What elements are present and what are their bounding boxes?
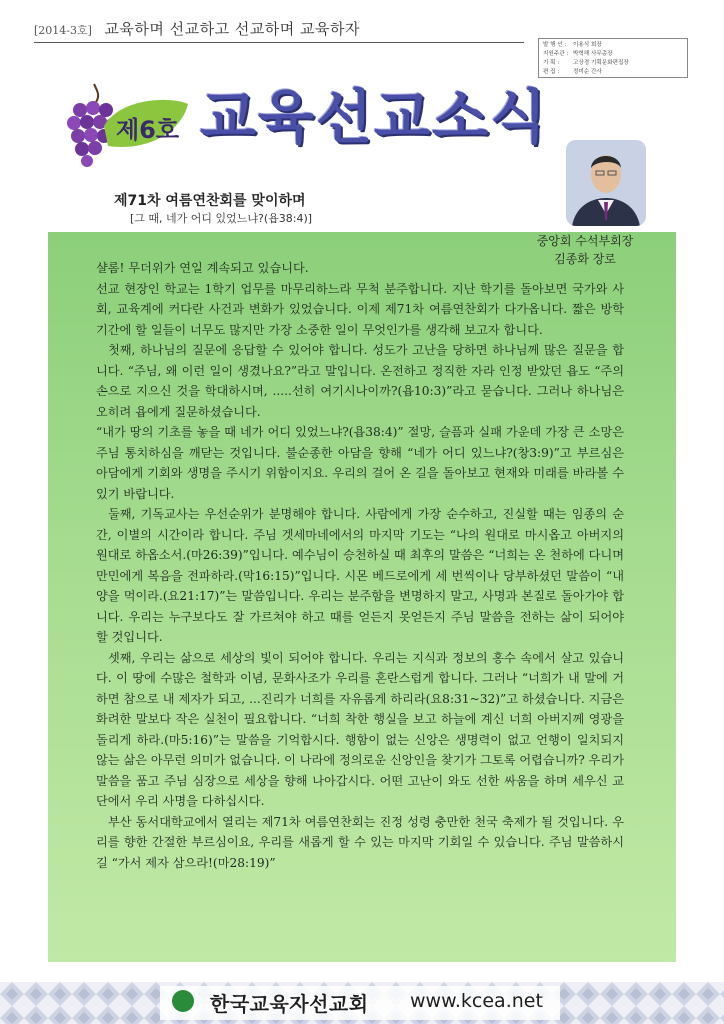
header-topline — [34, 18, 360, 39]
footer-org-name: 한국교육자선교회 — [210, 992, 369, 1016]
article-subtitle: [그 때, 네가 어디 있었느냐?(욥38:4)] — [130, 212, 313, 225]
article-paragraph: 샬롬! 무더위가 연일 계속되고 있습니다. — [96, 261, 309, 275]
author-photo — [566, 140, 646, 226]
publisher-row: 기 획 : 고상경 기획문화편집장 — [543, 60, 629, 66]
publisher-row: 편 집 : 정미순 간사 — [543, 69, 602, 75]
masthead-title: 교육선교소식 — [200, 83, 549, 151]
article-paragraph: 둘째, 기독교사는 우선순위가 분명해야 합니다. 사람에게 가장 순수하고, 진실할 때는 임종의 순간, 이별의 시간이라 합니다. 주님 겟세마네에서의 마지막 기도는 “나의 원대로 마시옵고 아버지의 원대로 하옵소서.(마26:39)”입니다. 예수님이 승천하실 때 최후의 말씀은 “너희는 온 천하에 다니며 만민에게 복음을 전파하라.(막16:15)”입니다. 시몬 베드로에게 세 번씩이나 당부하셨던 말씀이 “내 양을 먹이라.(요21:17)”는 말씀입니다. 우리는 분주함을 변명하지 말고, 사명과 본질로 돌아가야 합니다. 우리는 누구보다도 잘 가르쳐야 하고 때를 얻든지 못얻든지 주님 말씀을 전하는 삶이 되어야 할 것입니다. — [96, 507, 624, 644]
article-body — [96, 258, 624, 873]
issue-number-badge — [100, 96, 192, 154]
article-paragraph: 선교 현장인 학교는 1학기 업무를 마무리하느라 무척 분주합니다. 지난 학기를 돌아보면 국가와 사회, 교육계에 커다란 사건과 변화가 있었습니다. 이제 제71차 여름연찬회가 다가옵니다. 짧은 방학기간에 할 일들이 너무도 많지만 가장 소중한 일이 무엇인가를 생각해 보고자 합니다. — [96, 281, 624, 337]
org-logo-icon — [172, 990, 194, 1012]
publisher-row: 발 행 인 : 이용식 회장 — [543, 42, 602, 48]
article-paragraph: 첫째, 하나님의 질문에 응답할 수 있어야 합니다. 성도가 고난을 당하면 하나님께 많은 질문을 합니다. “주님, 왜 이런 일이 생겼나요?”라고 말입니다. 온전하고 정직한 자라 인정 받았던 욥도 “주의 손으로 지으신 것을 학대하시며, .....선히 여기시나이까?(욥10:3)”라고 묻습니다. 그러나 하나님은 오히려 욥에게 질문하셨습니다. — [96, 343, 624, 419]
footer-url[interactable]: www.kcea.net — [410, 990, 543, 1012]
publisher-info-box — [538, 38, 688, 78]
article-paragraph: “내가 땅의 기초를 놓을 때 네가 어디 있었느냐?(욥38:4)” 절망, 슬픔과 실패 가운데 가장 큰 소망은 주님 통치하심을 깨닫는 것입니다. 불순종한 아담을 향해 “네가 어디 있느냐?(창3:9)”고 부르심은 아담에게 기회와 생명을 주시기 위함이지요. 우리의 걸어 온 길을 돌아보고 현재와 미래를 바라볼 수 있기 바랍니다. — [96, 425, 624, 501]
article-paragraph: 셋째, 우리는 삶으로 세상의 빛이 되어야 합니다. 우리는 지식과 정보의 홍수 속에서 살고 있습니다. 이 땅에 수많은 철학과 이념, 문화사조가 우리를 혼란스럽게 합니다. 그러나 “너희가 내 말에 거하면 참으로 내 제자가 되고, ...진리가 너희를 자유롭게 하리라(요8:31~32)”고 하셨습니다. 지금은 화려한 말보다 작은 실천이 필요합니다. “너희 착한 행실을 보고 하늘에 계신 너희 아버지께 영광을 돌리게 하라.(마5:16)”는 말씀을 기억합시다. 행함이 없는 신앙은 생명력이 없고 언행이 일치되지 않는 삶은 아무런 의미가 없습니다. 이 나라에 정의로운 신앙인을 찾기가 그토록 어렵습니까? 우리가 말씀을 품고 주님 심장으로 세상을 향해 나아갑시다. 어떤 고난이 와도 선한 싸움을 하며 세우신 교단에서 우리 사명을 다하십시다. — [96, 650, 624, 808]
article-paragraph: 부산 동서대학교에서 열리는 제71차 여름연찬회는 진정 성령 충만한 천국 축제가 될 것입니다. 우리를 향한 간절한 부르심이요, 우리를 새롭게 할 수 있는 마지막 기회일 수 있습니다. 주님 말씀하시길 “가서 제자 삼으라!(마28:19)” — [96, 814, 624, 870]
author-title: 중앙회 수석부회장 — [536, 234, 634, 248]
issue-tag: [2014-3호] — [34, 24, 92, 37]
issue-number: 제6호 — [116, 116, 180, 144]
header-rule — [34, 42, 524, 43]
author-name: 김종화 장로 — [554, 252, 616, 266]
article-title: 제71차 여름연찬회를 맞이하며 — [114, 193, 306, 209]
slogan: 교육하며 선교하고 선교하며 교육하자 — [104, 20, 361, 38]
publisher-row: 지원주관 : 박혁해 사무총장 — [543, 51, 613, 57]
